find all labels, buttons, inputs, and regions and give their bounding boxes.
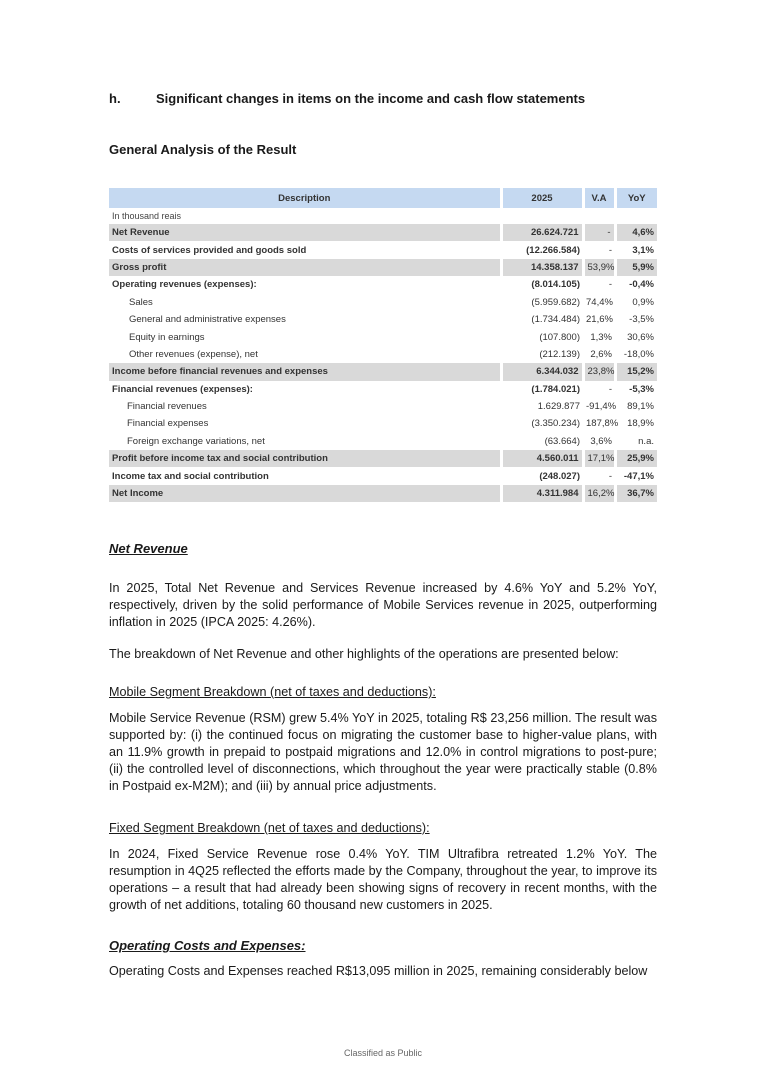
row-va: 1,3% bbox=[590, 331, 612, 343]
row-va: -91,4% bbox=[586, 401, 617, 413]
row-yoy: -3,5% bbox=[629, 314, 654, 326]
row-yoy: 5,9% bbox=[615, 259, 657, 276]
row-value: (1.734.484) bbox=[531, 314, 580, 326]
row-label: General and administrative expenses bbox=[129, 314, 286, 326]
row-va: 53,9% bbox=[583, 259, 615, 276]
row-label: Income before financial revenues and expenses bbox=[109, 363, 501, 380]
row-value: 4.560.011 bbox=[501, 450, 583, 467]
table-row bbox=[109, 398, 657, 415]
row-value: 1.629.877 bbox=[537, 401, 580, 413]
row-yoy: -47,1% bbox=[623, 470, 654, 482]
general-analysis-title: General Analysis of the Result bbox=[109, 142, 297, 157]
row-yoy: n.a. bbox=[638, 435, 654, 447]
row-va: 21,6% bbox=[586, 314, 613, 326]
row-va: - bbox=[608, 470, 612, 482]
row-va: 23,8% bbox=[583, 363, 615, 380]
row-label: Financial expenses bbox=[127, 418, 209, 430]
table-row bbox=[109, 485, 657, 502]
row-label: Sales bbox=[129, 296, 153, 308]
row-yoy: -0,4% bbox=[629, 279, 654, 291]
header-description: Description bbox=[109, 188, 501, 208]
unit-note: In thousand reais bbox=[112, 211, 182, 221]
row-value: (12.266.584) bbox=[526, 244, 580, 256]
row-yoy: 89,1% bbox=[627, 401, 654, 413]
row-label: Profit before income tax and social contribution bbox=[109, 450, 501, 467]
row-va: - bbox=[608, 244, 612, 256]
row-yoy: 25,9% bbox=[615, 450, 657, 467]
row-value: 4.311.984 bbox=[501, 485, 583, 502]
row-label: Financial revenues (expenses): bbox=[112, 383, 253, 395]
row-va: 187,8% bbox=[586, 418, 619, 430]
table-row bbox=[109, 363, 657, 380]
row-value: (1.784.021) bbox=[531, 383, 580, 395]
row-yoy: 0,9% bbox=[632, 296, 654, 308]
section-title: Significant changes in items on the income and cash flow statements bbox=[156, 91, 586, 106]
row-value: (8.014.105) bbox=[531, 279, 580, 291]
fixed-segment-title: Fixed Segment Breakdown (net of taxes and deductions): bbox=[109, 821, 430, 835]
row-label: Net Income bbox=[109, 485, 501, 502]
table-row bbox=[109, 433, 657, 450]
operating-costs-paragraph: Operating Costs and Expenses reached R$13,095 million in 2025, remaining considerably below bbox=[109, 964, 648, 978]
table-row bbox=[109, 346, 657, 363]
classification-footer: Classified as Public bbox=[343, 1048, 423, 1058]
row-yoy: 30,6% bbox=[627, 331, 654, 343]
mobile-segment-paragraph: Mobile Service Revenue (RSM) grew 5.4% YoY in 2025, totaling R$ 23,256 million. The result was supported by: (i) the continued focus on migrating the customer base to higher-value plans, with an 11.9% growth in prepaid to postpaid migrations and 12.0% in control migrations to post-pure; (ii) the controlled level of disconnections, which throughout the year were practically stable (0.8% in Postpaid ex-M2M); and (iii) by annual price adjustments. bbox=[109, 711, 657, 793]
row-yoy: 3,1% bbox=[632, 244, 654, 256]
row-va: - bbox=[608, 279, 612, 291]
table-row bbox=[109, 328, 657, 345]
section-number: h. bbox=[109, 91, 121, 106]
fixed-segment-paragraph: In 2024, Fixed Service Revenue rose 0.4% YoY. TIM Ultrafibra retreated 1.2% YoY. The resumption in 4Q25 reflected the efforts made by the Company, throughout the year, to improve its operations – a result that had already been showing signs of recovery in recent months, with the growth of net additions, totaling 60 thousand new customers in 2025. bbox=[109, 847, 657, 912]
table-row bbox=[109, 294, 657, 311]
table-row bbox=[109, 381, 657, 398]
row-label: Other revenues (expense), net bbox=[129, 348, 258, 360]
row-va: 17,1% bbox=[583, 450, 615, 467]
row-value: 26.624.721 bbox=[501, 224, 583, 241]
header-year: 2025 bbox=[501, 188, 583, 208]
row-label: Financial revenues bbox=[127, 401, 207, 413]
row-value: (5.959.682) bbox=[531, 296, 580, 308]
operating-costs-title: Operating Costs and Expenses: bbox=[109, 938, 306, 953]
income-statement-table bbox=[109, 188, 657, 502]
section-heading bbox=[109, 91, 585, 106]
row-va: 2,6% bbox=[590, 348, 612, 360]
row-label: Income tax and social contribution bbox=[112, 470, 269, 482]
row-yoy: 15,2% bbox=[615, 363, 657, 380]
row-va: - bbox=[583, 224, 615, 241]
row-value: (63.664) bbox=[544, 435, 580, 447]
row-va: 74,4% bbox=[586, 296, 613, 308]
row-yoy: 36,7% bbox=[615, 485, 657, 502]
table-row bbox=[109, 467, 657, 484]
row-value: 14.358.137 bbox=[501, 259, 583, 276]
table-row bbox=[109, 276, 657, 293]
net-revenue-paragraph-2: The breakdown of Net Revenue and other highlights of the operations are presented below: bbox=[109, 647, 619, 661]
row-va: 3,6% bbox=[590, 435, 612, 447]
row-yoy: -5,3% bbox=[629, 383, 654, 395]
table-header-row bbox=[109, 188, 657, 208]
header-va: V.A bbox=[583, 188, 615, 208]
mobile-segment-title: Mobile Segment Breakdown (net of taxes and deductions): bbox=[109, 685, 436, 699]
header-yoy: YoY bbox=[615, 188, 657, 208]
row-label: Operating revenues (expenses): bbox=[112, 279, 257, 291]
table-row bbox=[109, 259, 657, 276]
row-label: Foreign exchange variations, net bbox=[127, 435, 265, 447]
table-row bbox=[109, 241, 657, 258]
row-yoy: 4,6% bbox=[615, 224, 657, 241]
net-revenue-paragraph-1: In 2025, Total Net Revenue and Services Revenue increased by 4.6% YoY and 5.2% YoY, respectively, driven by the solid performance of Mobile Services revenue in 2025, outperforming inflation in 2025 (IPCA 2025: 4.26%). bbox=[109, 581, 657, 629]
row-label: Gross profit bbox=[109, 259, 501, 276]
unit-note-row bbox=[109, 208, 657, 224]
table-row bbox=[109, 450, 657, 467]
row-value: (248.027) bbox=[539, 470, 580, 482]
row-label: Equity in earnings bbox=[129, 331, 205, 343]
table-row bbox=[109, 224, 657, 241]
row-value: (3.350.234) bbox=[531, 418, 580, 430]
row-value: 6.344.032 bbox=[501, 363, 583, 380]
row-va: - bbox=[608, 383, 612, 395]
row-va: 16,2% bbox=[583, 485, 615, 502]
row-yoy: -18,0% bbox=[623, 348, 654, 360]
table-row bbox=[109, 415, 657, 432]
row-yoy: 18,9% bbox=[627, 418, 654, 430]
net-revenue-title: Net Revenue bbox=[109, 541, 188, 556]
row-value: (212.139) bbox=[539, 348, 580, 360]
table-row bbox=[109, 311, 657, 328]
row-value: (107.800) bbox=[539, 331, 580, 343]
row-label: Net Revenue bbox=[109, 224, 501, 241]
row-label: Costs of services provided and goods sold bbox=[112, 244, 307, 256]
